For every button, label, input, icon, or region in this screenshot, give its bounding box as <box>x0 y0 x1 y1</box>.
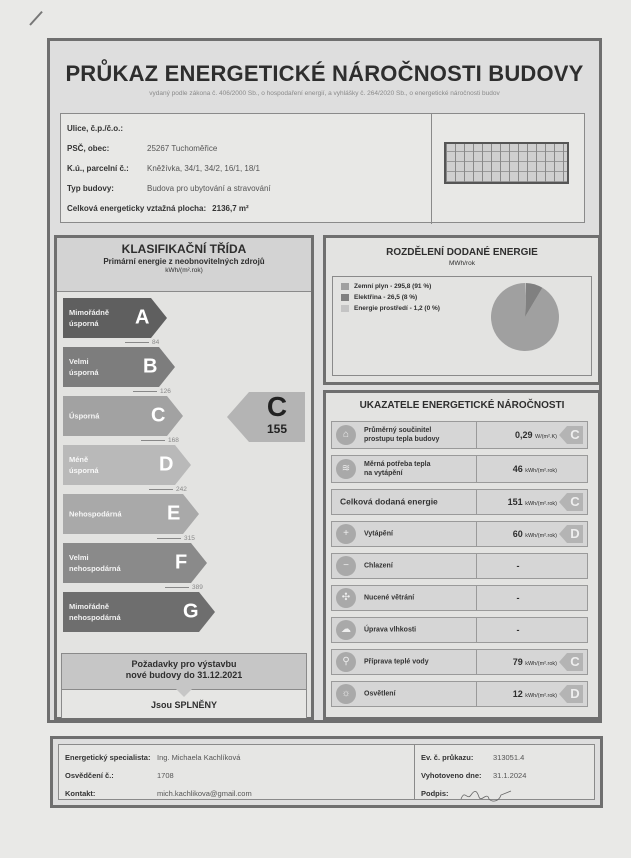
class-threshold: 315 <box>157 535 195 542</box>
class-band-letter: C <box>151 404 166 427</box>
indicator-label: Nucené větrání <box>364 594 415 602</box>
class-band-label: Mimořádně úsporná <box>69 308 110 328</box>
indicator-row <box>331 521 588 547</box>
indicator-label: Osvětlení <box>364 690 396 698</box>
indicator-value: 0,29 W/(m².K) <box>514 430 557 440</box>
class-band-letter: E <box>167 502 181 525</box>
info-row-building-type: Typ budovy: Budova pro ubytování a stravování <box>67 184 271 193</box>
legend-swatch <box>341 294 349 301</box>
indicator-value: 79 kWh/(m².rok) <box>512 657 557 667</box>
date-row: Vyhotoveno dne: 31.1.2024 <box>421 771 527 780</box>
indicator-label: Úprava vlhkosti <box>364 626 417 634</box>
indicator-row <box>331 489 588 515</box>
indicator-row <box>331 649 588 675</box>
faucet-icon: ⚲ <box>336 652 356 672</box>
thermometer-plus-icon: + <box>336 524 356 544</box>
class-threshold: 242 <box>149 486 187 493</box>
contact-row: Kontakt: mich.kachlikova@gmail.com <box>65 789 252 798</box>
requirements-arrow <box>176 689 192 697</box>
indicator-row <box>331 553 588 579</box>
class-band-label: Úsporná <box>69 411 100 421</box>
indicators-panel <box>323 390 601 720</box>
indicator-class-badge: C <box>559 426 583 444</box>
energy-split-panel <box>323 235 601 385</box>
indicator-row <box>331 585 588 611</box>
class-band-letter: A <box>135 306 150 329</box>
house-icon: ⌂ <box>336 425 356 445</box>
classification-subtitle: Primární energie z neobnovitelných zdrojů <box>103 257 265 266</box>
info-row-floor-area: Celková energeticky vztažná plocha: 2136,7 m² <box>67 204 249 213</box>
legend-swatch <box>341 283 349 290</box>
indicator-value: 12 kWh/(m².rok) <box>512 689 557 699</box>
info-row-postcode: PSČ, obec: 25267 Tuchoměřice <box>67 144 218 153</box>
indicator-label: Chlazení <box>364 562 393 570</box>
page-title: PRŮKAZ ENERGETICKÉ NÁROČNOSTI BUDOVY <box>65 61 584 86</box>
class-band-letter: D <box>159 453 174 476</box>
signature-row: Podpis: <box>421 789 449 798</box>
indicator-row <box>331 681 588 707</box>
class-band-letter: F <box>175 551 188 574</box>
classification-header <box>57 238 311 292</box>
class-band-label: Velmi nehospodárná <box>69 553 121 573</box>
thermometer-minus-icon: − <box>336 556 356 576</box>
indicator-label: Vytápění <box>364 530 393 538</box>
contact-email[interactable]: mich.kachlikova@gmail.com <box>157 789 252 798</box>
legend-item: Elektřina - 26,5 (8 %) <box>341 294 417 301</box>
indicator-value: - <box>516 625 520 635</box>
classification-unit: kWh/(m².rok) <box>165 267 203 274</box>
class-band-letter: G <box>183 600 199 623</box>
energy-split-title: ROZDĚLENÍ DODANÉ ENERGIE <box>386 247 538 258</box>
fan-icon: ✣ <box>336 588 356 608</box>
class-band-label: Méně úsporná <box>69 455 99 475</box>
building-info <box>60 113 585 223</box>
energy-certificate <box>47 38 602 723</box>
class-threshold: 389 <box>165 584 203 591</box>
indicators-title: UKAZATELE ENERGETICKÉ NÁROČNOSTI <box>359 400 565 411</box>
specialist-row: Energetický specialista: Ing. Michaela Kachlíková <box>65 753 241 762</box>
indicator-label: Celková dodaná energie <box>340 496 438 507</box>
footer-divider <box>414 745 415 799</box>
building-class-indicator <box>227 392 313 442</box>
building-class-value: 155 <box>266 422 288 436</box>
indicator-class-badge: C <box>559 493 583 511</box>
class-band-letter: B <box>143 355 158 378</box>
floor-plan-area <box>431 114 586 224</box>
ev-number-row: Ev. č. průkazu: 313051.4 <box>421 753 525 762</box>
indicator-value: - <box>516 593 520 603</box>
class-threshold: 168 <box>141 437 179 444</box>
indicator-value: - <box>516 561 520 571</box>
class-band-label: Velmi úsporná <box>69 357 99 377</box>
certificate-row: Osvědčení č.: 1708 <box>65 771 174 780</box>
indicator-class-badge: D <box>559 685 583 703</box>
legend-swatch <box>341 305 349 312</box>
legend-item: Energie prostředí - 1,2 (0 %) <box>341 305 440 312</box>
heating-demand-icon: ≋ <box>336 459 356 479</box>
indicator-label: Měrná potřeba tepla na vytápění <box>364 461 431 477</box>
energy-split-unit: MWh/rok <box>449 260 475 267</box>
requirements-result: Jsou SPLNĚNY <box>62 690 306 718</box>
footer <box>50 736 603 808</box>
energy-pie-chart <box>490 282 560 352</box>
indicator-label: Příprava teplé vody <box>364 658 429 666</box>
requirements-box <box>61 653 307 718</box>
indicator-row <box>331 455 588 483</box>
building-class-letter: C <box>266 391 288 422</box>
requirements-line2: nové budovy do 31.12.2021 <box>125 670 243 680</box>
indicator-row <box>331 617 588 643</box>
humidity-icon: ☁ <box>336 620 356 640</box>
info-row-parcel: K.ú., parcelní č.: Kněžívka, 34/1, 34/2, 16/1, 18/1 <box>67 164 260 173</box>
indicator-class-badge: D <box>559 525 583 543</box>
indicator-label: Průměrný součinitel prostupu tepla budovy <box>364 427 440 443</box>
floor-plan-image <box>444 142 569 184</box>
class-band-label: Mimořádně nehospodárná <box>69 602 121 622</box>
indicator-value: 60 kWh/(m².rok) <box>512 529 557 539</box>
signature <box>459 787 514 805</box>
class-band-label: Nehospodárná <box>69 509 122 519</box>
lightbulb-icon: ☼ <box>336 684 356 704</box>
indicator-value: 46 kWh/(m².rok) <box>512 464 557 474</box>
classification-panel <box>54 235 314 720</box>
indicator-class-badge: C <box>559 653 583 671</box>
class-threshold: 84 <box>125 339 159 346</box>
indicator-row <box>331 421 588 449</box>
page-subtitle: vydaný podle zákona č. 406/2000 Sb., o hospodaření energií, a vyhlášky č. 264/2020 Sb., o energetické náročnosti budov <box>149 90 500 97</box>
pen-mark <box>29 11 43 26</box>
info-row-street: Ulice, č.p./č.o.: <box>67 124 124 133</box>
classification-title: KLASIFIKAČNÍ TŘÍDA <box>121 242 247 256</box>
requirements-line1: Požadavky pro výstavbu <box>131 659 237 669</box>
class-threshold: 126 <box>133 388 171 395</box>
legend-item: Zemní plyn - 295,8 (91 %) <box>341 283 431 290</box>
indicator-value: 151 kWh/(m².rok) <box>507 497 557 507</box>
